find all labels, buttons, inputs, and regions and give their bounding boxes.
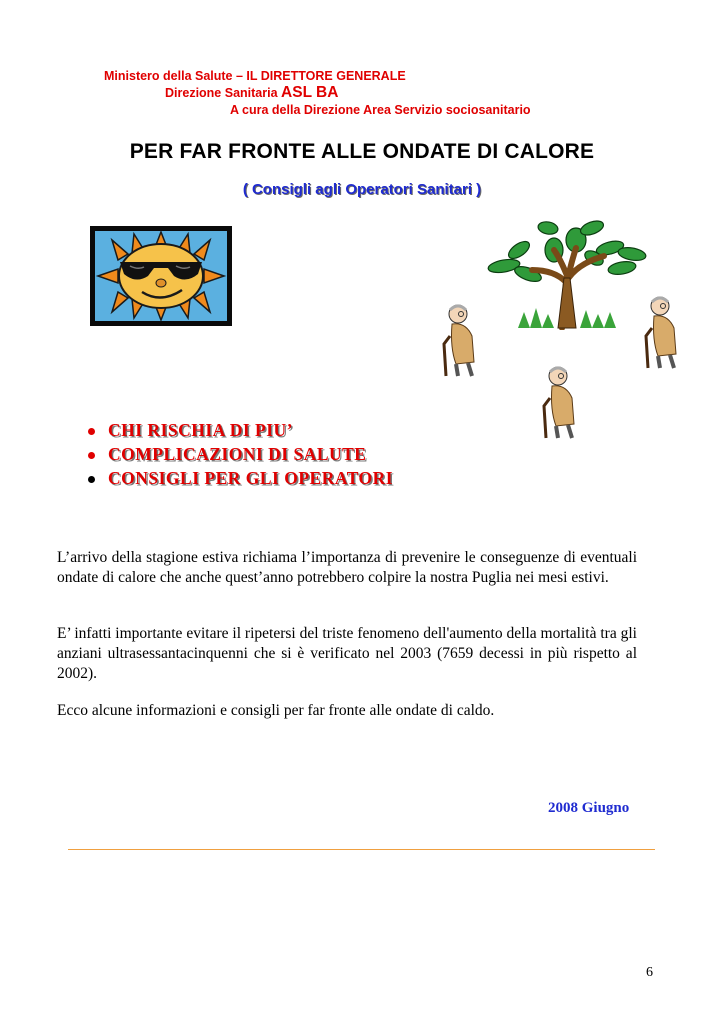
header-org: ASL BA — [281, 84, 339, 101]
body-paragraph: Ecco alcune informazioni e consigli per far fronte alle ondate di caldo. — [57, 702, 495, 719]
header-direzione — [165, 84, 338, 102]
sun-with-sunglasses-icon — [90, 226, 232, 326]
header-ministry: Ministero della Salute – IL DIRETTORE GENERALE — [104, 69, 406, 83]
bullet-dot — [88, 476, 95, 483]
page-title: PER FAR FRONTE ALLE ONDATE DI CALORE — [129, 140, 595, 163]
topics-list — [88, 418, 393, 490]
list-item — [88, 418, 393, 442]
body-paragraph: L’arrivo della stagione estiva richiama l’importanza di prevenire le conseguenze di eventuali ondate di calore che anche quest’anno potrebbero colpire la nostra Puglia nei mesi estivi. — [57, 549, 637, 586]
list-item-label: CHI RISCHIA DI PIU’ — [108, 419, 294, 440]
list-item — [88, 466, 393, 490]
header-direzione-label: Direzione Sanitaria — [165, 86, 278, 100]
divider-line — [68, 849, 655, 850]
document-date: 2008 Giugno — [548, 800, 630, 816]
list-item-label: CONSIGLI PER GLI OPERATORI — [108, 467, 394, 488]
page-number: 6 — [646, 965, 653, 980]
bullet-dot — [88, 428, 95, 435]
page-subtitle: ( Consigli agli Operatori Sanitari ) — [242, 181, 482, 198]
body-paragraph: E’ infatti importante evitare il ripetersi del triste fenomeno dell'aumento della mortalità tra gli anziani ultrasessantacinquenni che si è verificato nel 2003 (7659 decessi in più rispetto al 2002). — [57, 625, 637, 682]
elderly-man-with-cane-icon — [536, 362, 586, 442]
list-item-label: COMPLICAZIONI DI SALUTE — [108, 443, 367, 464]
tree-icon — [484, 218, 654, 330]
header-cura: A cura della Direzione Area Servizio sociosanitario — [230, 103, 531, 117]
list-item — [88, 442, 393, 466]
bullet-dot — [88, 452, 95, 459]
elderly-man-with-cane-icon — [436, 300, 486, 380]
elderly-man-with-cane-icon — [638, 292, 688, 372]
